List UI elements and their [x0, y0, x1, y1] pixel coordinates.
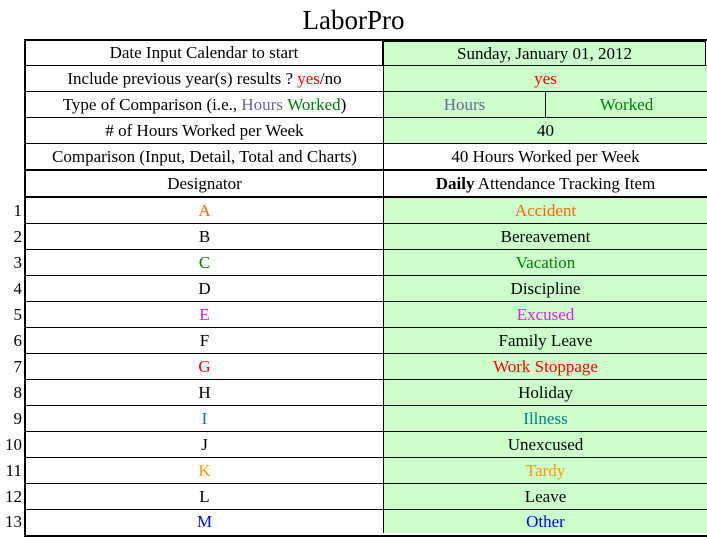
hours-per-week-label: # of Hours Worked per Week — [26, 118, 384, 143]
tracking-item-header-bold: Daily — [435, 173, 475, 193]
no-option-text: no — [324, 68, 342, 88]
hours-per-week-row — [26, 118, 707, 144]
comparison-worked-input[interactable]: Worked — [546, 92, 707, 117]
designator-header: Designator — [26, 171, 384, 196]
comparison-type-label — [26, 92, 384, 117]
comparison-type-close-text: ) — [340, 94, 347, 114]
comparison-summary-label: Comparison (Input, Detail, Total and Charts) — [26, 144, 384, 169]
designator-cell[interactable]: I — [26, 406, 384, 431]
designator-cell[interactable]: A — [26, 198, 384, 223]
row-number: 8 — [13, 383, 22, 402]
page-title: LaborPro — [302, 5, 405, 35]
tracking-item-cell[interactable]: Illness — [384, 406, 707, 431]
table-row — [26, 510, 707, 533]
tracking-item-cell[interactable]: Discipline — [384, 276, 707, 301]
designator-cell[interactable]: E — [26, 302, 384, 327]
table-row — [26, 224, 707, 250]
previous-years-row — [26, 66, 707, 92]
previous-years-label-text: Include previous year(s) results ? — [67, 68, 298, 88]
designator-cell[interactable]: D — [26, 276, 384, 301]
row-number: 5 — [13, 305, 22, 324]
tracking-item-cell[interactable]: Bereavement — [384, 224, 707, 249]
row-number: 6 — [13, 331, 22, 350]
comparison-type-hours-text: Hours — [241, 94, 283, 114]
date-input[interactable]: Sunday, January 01, 2012 — [384, 41, 706, 65]
table-row — [26, 458, 707, 484]
comparison-summary-row — [26, 144, 707, 171]
tracking-item-header — [384, 171, 707, 196]
table-row — [26, 302, 707, 328]
previous-years-label — [26, 66, 384, 91]
tracking-item-cell[interactable]: Tardy — [384, 458, 707, 483]
designator-cell[interactable]: K — [26, 458, 384, 483]
row-number: 10 — [5, 435, 22, 454]
designator-cell[interactable]: F — [26, 328, 384, 353]
comparison-type-open-text: Type of Comparison (i.e., — [62, 94, 242, 114]
row-number: 4 — [13, 279, 22, 298]
comparison-summary-value: 40 Hours Worked per Week — [384, 144, 707, 169]
designator-cell[interactable]: M — [26, 510, 384, 533]
laborpro-sheet — [24, 39, 707, 537]
slash-text: / — [319, 68, 325, 88]
table-row — [26, 328, 707, 354]
date-label: Date Input Calendar to start — [26, 41, 384, 65]
previous-years-input[interactable]: yes — [384, 66, 707, 91]
designator-cell[interactable]: H — [26, 380, 384, 405]
tracking-item-cell[interactable]: Vacation — [384, 250, 707, 275]
table-row — [26, 354, 707, 380]
row-number: 13 — [5, 512, 22, 531]
tracking-item-cell[interactable]: Holiday — [384, 380, 707, 405]
table-header-row — [26, 171, 707, 198]
row-number: 2 — [13, 227, 22, 246]
table-row — [26, 276, 707, 302]
designator-cell[interactable]: C — [26, 250, 384, 275]
tracking-item-cell[interactable]: Accident — [384, 198, 707, 223]
tracking-item-cell[interactable]: Leave — [384, 484, 707, 509]
comparison-hours-input[interactable]: Hours — [384, 92, 546, 117]
tracking-item-cell[interactable]: Unexcused — [384, 432, 707, 457]
hours-per-week-input[interactable]: 40 — [384, 118, 707, 143]
comparison-type-row — [26, 92, 707, 118]
table-row — [26, 250, 707, 276]
tracking-item-cell[interactable]: Work Stoppage — [384, 354, 707, 379]
designator-cell[interactable]: G — [26, 354, 384, 379]
designator-cell[interactable]: B — [26, 224, 384, 249]
table-row — [26, 198, 707, 224]
comparison-type-worked-text: Worked — [287, 94, 341, 114]
designator-cell[interactable]: L — [26, 484, 384, 509]
row-number: 1 — [13, 201, 22, 220]
row-number: 12 — [5, 487, 22, 506]
date-row — [26, 39, 707, 66]
yes-option-text: yes — [297, 68, 320, 88]
tracking-item-cell[interactable]: Other — [384, 510, 707, 533]
tracking-item-cell[interactable]: Family Leave — [384, 328, 707, 353]
designator-cell[interactable]: J — [26, 432, 384, 457]
table-row — [26, 484, 707, 510]
tracking-item-header-rest: Attendance Tracking Item — [474, 173, 656, 193]
row-number: 11 — [5, 461, 22, 480]
tracking-item-cell[interactable]: Excused — [384, 302, 707, 327]
row-number: 3 — [13, 253, 22, 272]
row-number: 9 — [13, 409, 22, 428]
table-row — [26, 432, 707, 458]
table-row — [26, 380, 707, 406]
table-row — [26, 406, 707, 432]
row-number: 7 — [13, 357, 22, 376]
